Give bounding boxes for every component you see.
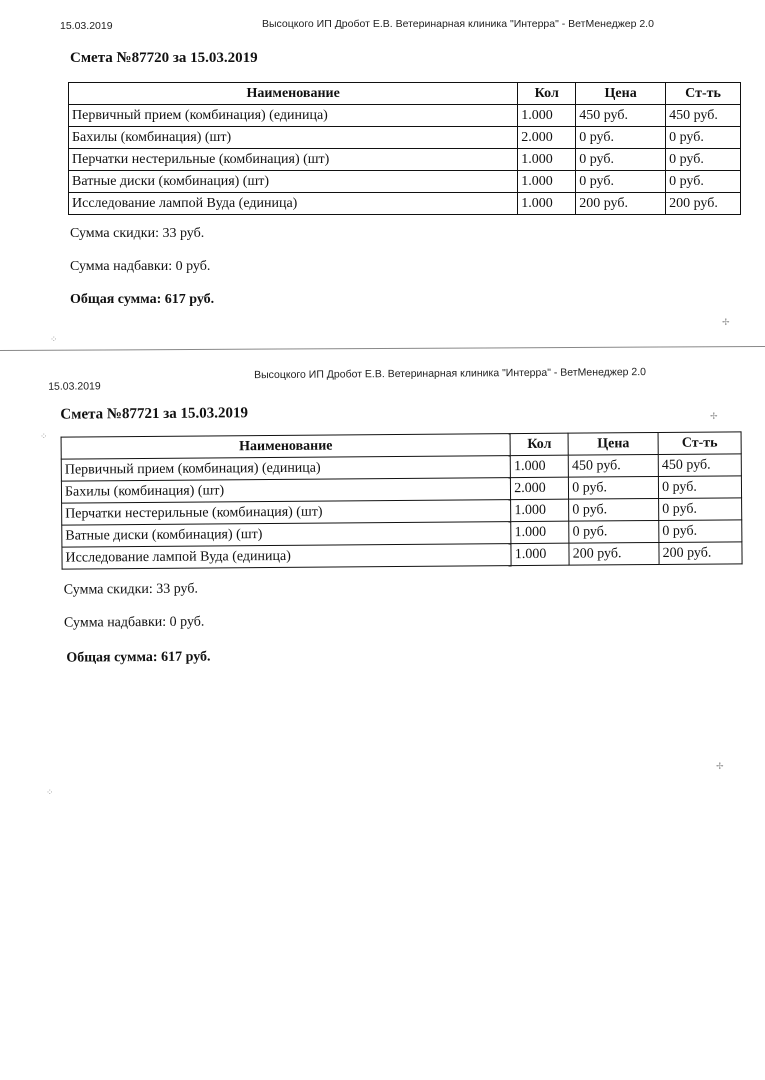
estimate-table — [68, 82, 741, 215]
cell-cost: 0 руб. — [658, 476, 741, 499]
cell-name: Бахилы (комбинация) (шт) — [69, 127, 518, 149]
surcharge-line: Сумма надбавки: 0 руб. — [70, 259, 211, 274]
estimate-title: Смета №87721 за 15.03.2019 — [60, 405, 249, 423]
header-org: Высоцкого ИП Дробот Е.В. Ветеринарная клиника "Интерра" - ВетМенеджер 2.0 — [254, 366, 647, 382]
cell-qty: 1.000 — [518, 149, 576, 171]
col-header-price: Цена — [576, 83, 666, 105]
estimate-table — [61, 431, 743, 569]
cell-price: 0 руб. — [576, 127, 666, 149]
cell-qty: 1.000 — [518, 193, 576, 215]
cell-price: 450 руб. — [568, 454, 658, 477]
cell-qty: 1.000 — [511, 521, 569, 543]
cell-price: 0 руб. — [569, 520, 659, 543]
cell-price: 0 руб. — [576, 149, 666, 171]
cell-cost: 200 руб. — [659, 542, 742, 565]
cell-cost: 0 руб. — [659, 498, 742, 521]
table-row — [69, 171, 741, 193]
cell-cost: 0 руб. — [659, 520, 742, 543]
cell-name: Первичный прием (комбинация) (единица) — [69, 105, 518, 127]
cell-price: 0 руб. — [569, 498, 659, 521]
cell-qty: 1.000 — [518, 171, 576, 193]
cell-qty: 2.000 — [511, 477, 569, 499]
table-row — [62, 542, 742, 569]
scan-speck-icon: ⁘ — [46, 788, 54, 798]
cell-name: Исследование лампой Вуда (единица) — [69, 193, 518, 215]
cell-qty: 2.000 — [518, 127, 576, 149]
col-header-qty: Кол — [510, 433, 568, 455]
cell-price: 450 руб. — [576, 105, 666, 127]
col-header-cost: Ст-ть — [666, 83, 741, 105]
estimate-2 — [0, 361, 765, 666]
surcharge-line: Сумма надбавки: 0 руб. — [63, 614, 205, 631]
scan-speck-icon: ⁘ — [40, 432, 48, 442]
table-row — [69, 193, 741, 215]
cell-price: 200 руб. — [576, 193, 666, 215]
cell-price: 0 руб. — [569, 476, 659, 499]
scan-speck-icon: ✢ — [716, 762, 724, 772]
table-row — [69, 149, 741, 171]
cell-name: Ватные диски (комбинация) (шт) — [69, 171, 518, 193]
cell-cost: 200 руб. — [666, 193, 741, 215]
cell-name: Бахилы (комбинация) (шт) — [61, 478, 510, 504]
cell-name: Первичный прием (комбинация) (единица) — [61, 456, 510, 482]
col-header-qty: Кол — [518, 83, 576, 105]
cell-qty: 1.000 — [518, 105, 576, 127]
cell-cost: 450 руб. — [666, 105, 741, 127]
col-header-cost: Ст-ть — [658, 432, 741, 455]
cell-qty: 1.000 — [511, 543, 569, 565]
col-header-name: Наименование — [69, 83, 518, 105]
table-row — [69, 105, 741, 127]
header-date: 15.03.2019 — [60, 20, 113, 32]
total-line: Общая сумма: 617 руб. — [70, 292, 215, 307]
cell-name: Исследование лампой Вуда (единица) — [62, 544, 511, 570]
page-divider — [0, 346, 765, 351]
cell-cost: 0 руб. — [666, 171, 741, 193]
cell-qty: 1.000 — [511, 455, 569, 477]
cell-name: Перчатки нестерильные (комбинация) (шт) — [62, 500, 511, 526]
col-header-price: Цена — [568, 432, 658, 455]
cell-cost: 0 руб. — [666, 127, 741, 149]
col-header-name: Наименование — [61, 434, 510, 460]
cell-name: Перчатки нестерильные (комбинация) (шт) — [69, 149, 518, 171]
cell-cost: 450 руб. — [658, 454, 741, 477]
cell-name: Ватные диски (комбинация) (шт) — [62, 522, 511, 548]
header-date: 15.03.2019 — [48, 380, 101, 393]
table-row — [69, 127, 741, 149]
cell-qty: 1.000 — [511, 499, 569, 521]
discount-line: Сумма скидки: 33 руб. — [63, 581, 199, 598]
cell-price: 200 руб. — [569, 542, 659, 565]
total-line: Общая сумма: 617 руб. — [66, 649, 211, 666]
header-org: Высоцкого ИП Дробот Е.В. Ветеринарная клиника "Интерра" - ВетМенеджер 2.0 — [262, 18, 654, 30]
scan-speck-icon: ✢ — [710, 412, 718, 422]
table-header-row — [69, 83, 741, 105]
estimate-title: Смета №87720 за 15.03.2019 — [70, 50, 258, 66]
discount-line: Сумма скидки: 33 руб. — [70, 226, 205, 241]
cell-cost: 0 руб. — [666, 149, 741, 171]
cell-price: 0 руб. — [576, 171, 666, 193]
scan-speck-icon: ⁘ — [50, 335, 58, 345]
scan-speck-icon: ✢ — [722, 318, 730, 328]
